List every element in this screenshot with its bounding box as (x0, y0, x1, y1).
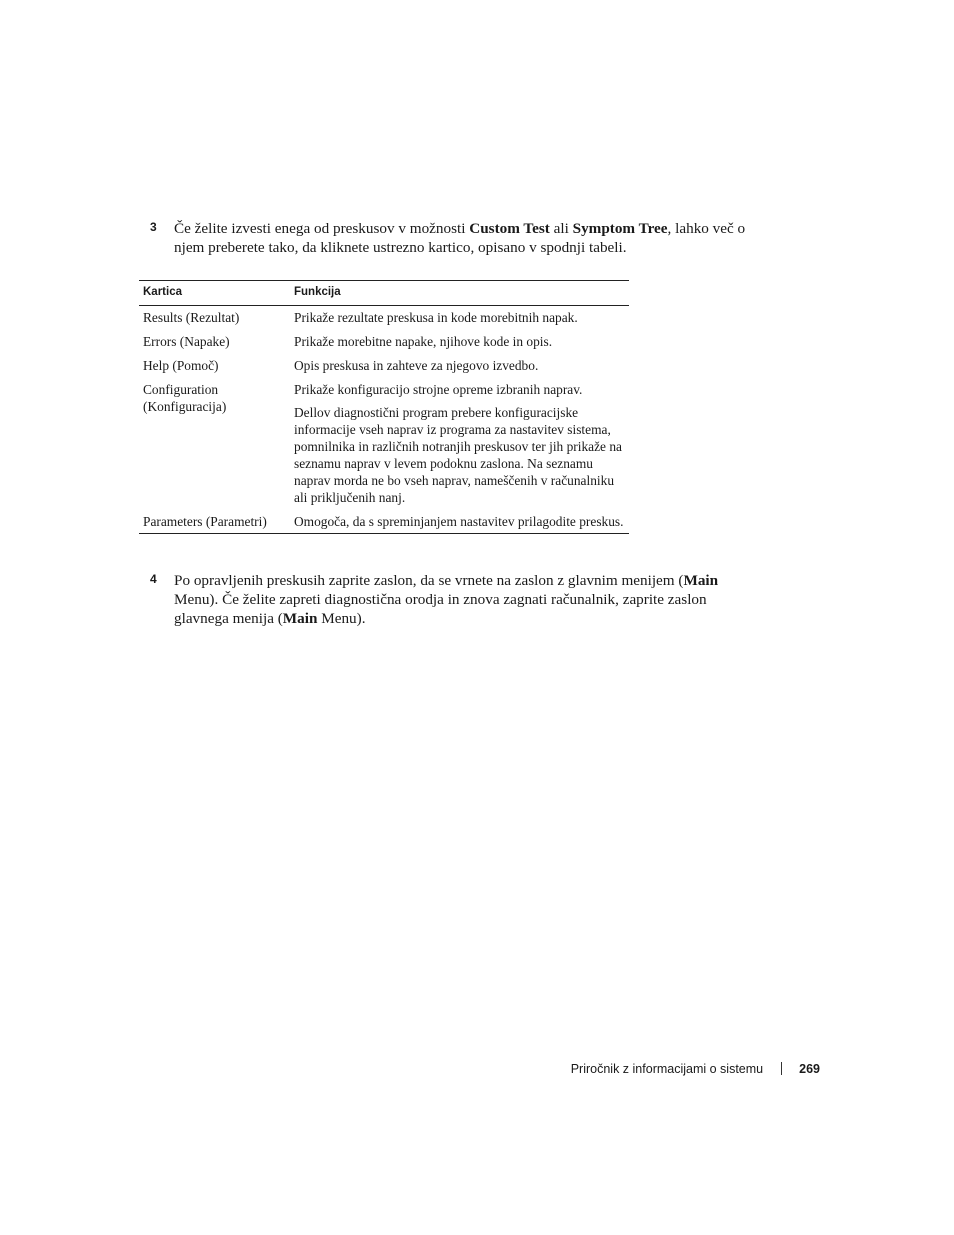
step-4-text (174, 571, 760, 628)
step-3-text-part: Če želite izvesti enega od preskusov v možnosti (174, 220, 470, 237)
page-number: 269 (799, 1062, 820, 1076)
table-row (139, 511, 629, 534)
tab-name: Help (Pomoč) (143, 358, 219, 373)
function-text: Prikaže konfiguracijo strojne opreme izbranih naprav. (294, 382, 583, 397)
tabs-table (139, 280, 629, 534)
tab-name: Parameters (Parametri) (139, 511, 290, 534)
tab-name: Errors (Napake) (143, 334, 230, 349)
step-4-text-part: Po opravljenih preskusih zaprite zaslon, da se vrnete na zaslon z glavnim menijem ( (174, 572, 684, 589)
step-4-text-part: Menu). (317, 610, 366, 627)
main-term: Main (282, 610, 318, 627)
step-3 (150, 219, 760, 257)
step-3-text-part: , lahko več o njem preberete tako, da kliknete ustrezno kartico, opisano v spodnji tabeli. (174, 220, 746, 256)
tab-function (290, 331, 629, 355)
step-number: 4 (150, 572, 157, 586)
step-4-text-part: Menu). Če želite zapreti diagnostična orodja in znova zagnati računalnik, zaprite zaslon glavnega menija ( (174, 591, 707, 627)
function-text: Dellov diagnostični program prebere konfiguracijske informacije vseh naprav iz programa za nastavitev sistema, pomnilnika in različnih notranjih preskusov ter jih prikaže na seznamu naprav v levem podoknu zaslona. Na seznamu naprav morda ne bo vseh naprav, nameščenih v računalniku ali priključenih nanj. (294, 405, 622, 505)
step-3-text (174, 219, 760, 257)
function-text: Prikaže rezultate preskusa in kode morebitnih napak. (294, 310, 578, 325)
footer-divider (781, 1062, 782, 1075)
tab-name: Results (Rezultat) (143, 310, 240, 325)
table-row (139, 379, 629, 511)
main-term: Main (683, 572, 719, 589)
tab-function (290, 306, 629, 332)
custom-test-term: Custom Test (469, 220, 550, 237)
function-text: Omogoča, da s spreminjanjem nastavitev prilagodite preskus. (294, 514, 624, 529)
step-3-text-part: ali (549, 220, 573, 237)
function-text: Opis preskusa in zahteve za njegovo izvedbo. (294, 358, 539, 373)
tab-function (290, 379, 629, 511)
symptom-tree-term: Symptom Tree (572, 220, 668, 237)
column-header-funkcija: Funkcija (290, 281, 629, 306)
step-number: 3 (150, 220, 157, 234)
step-4 (150, 571, 760, 628)
tab-function (290, 511, 629, 534)
table-row (139, 331, 629, 355)
page-footer (540, 1062, 820, 1076)
footer-title: Priročnik z informacijami o sistemu (570, 1062, 764, 1076)
table-row (139, 355, 629, 379)
tab-name: Configuration (Konfiguracija) (143, 382, 227, 414)
table-header-row (139, 281, 629, 306)
function-text: Prikaže morebitne napake, njihove kode in opis. (294, 334, 553, 349)
column-header-kartica: Kartica (139, 281, 290, 306)
tab-function (290, 355, 629, 379)
table-row (139, 306, 629, 332)
